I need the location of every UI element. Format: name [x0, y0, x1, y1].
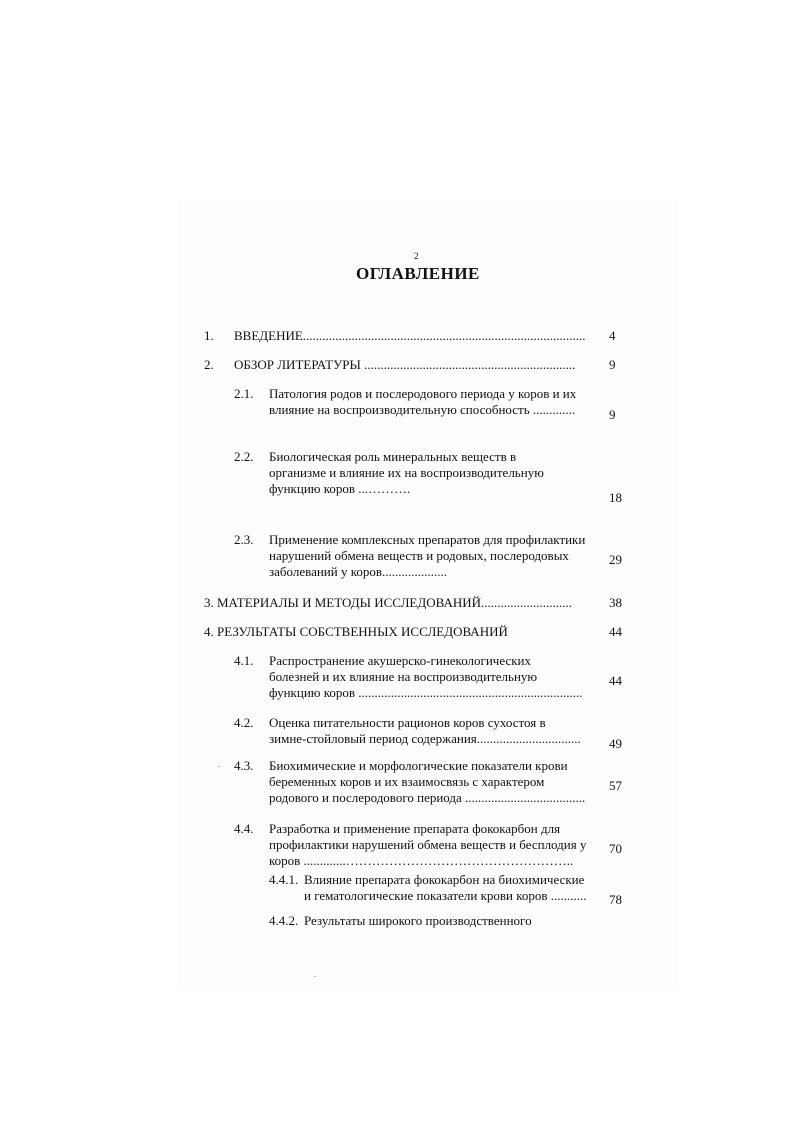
toc-entry-text: 3. МАТЕРИАЛЫ И МЕТОДЫ ИССЛЕДОВАНИЙ............................	[204, 595, 573, 610]
toc-entry-page: 4	[609, 328, 616, 343]
toc-entry-line: Результаты широкого производственного	[304, 913, 532, 928]
toc-entry-number: 2.1.	[234, 386, 254, 401]
toc-entry-line: беременных коров и их взаимосвязь с характером	[269, 774, 545, 789]
toc-entry-line: и гематологические показатели крови коров ...........	[304, 888, 587, 903]
toc-entry-line: функцию коров ...……….	[269, 481, 411, 496]
toc-entry-line: Оценка питательности рационов коров сухостоя в	[269, 715, 546, 730]
toc-entry-number: 4.4.	[234, 821, 254, 836]
toc-entry-number: 4.4.2.	[269, 913, 299, 928]
toc-entry-page: 49	[609, 736, 622, 751]
toc-entry-number: 2.	[204, 357, 214, 372]
toc-entry-line: Распространение акушерско-гинекологических	[269, 653, 531, 668]
toc-entry-number: 4.2.	[234, 715, 254, 730]
toc-entry-page: 38	[609, 595, 622, 610]
toc-entry-line: Патология родов и послеродового периода у коров и их	[269, 386, 577, 401]
toc-entry-number: 4.3.	[234, 758, 254, 773]
toc-entry-line: нарушений обмена веществ и родовых, послеродовых	[269, 548, 569, 563]
toc-entry-line: Влияние препарата фококарбон на биохимические	[304, 872, 585, 887]
toc-entry-line: зимне-стойловый период содержания................................	[269, 731, 581, 746]
toc-entry-page: 18	[609, 490, 622, 505]
toc-entry-text: ВВЕДЕНИЕ.......................................................................................	[234, 328, 586, 343]
toc-entry-line: влияние на воспроизводительную способность .............	[269, 402, 576, 417]
toc-entry-line: Биохимические и морфологические показатели крови	[269, 758, 568, 773]
toc-entry-line: функцию коров .....................................................................	[269, 685, 583, 700]
scan-speck	[218, 766, 220, 767]
toc-entry-page: 44	[609, 673, 622, 688]
page-number: 2	[414, 251, 419, 261]
toc-entry-text: 4. РЕЗУЛЬТАТЫ СОБСТВЕННЫХ ИССЛЕДОВАНИЙ	[204, 624, 508, 639]
toc-entry-page: 9	[609, 357, 616, 372]
toc-entry-number: 1.	[204, 328, 214, 343]
toc-entry-page: 29	[609, 552, 622, 567]
toc-entry-page: 57	[609, 778, 622, 793]
toc-entry-page: 70	[609, 841, 622, 856]
toc-entry-number: 2.3.	[234, 532, 254, 547]
toc-entry-line: профилактики нарушений обмена веществ и бесплодия у	[269, 837, 587, 852]
toc-entry-text: ОБЗОР ЛИТЕРАТУРЫ .................................................................	[234, 357, 576, 372]
toc-entry-number: 4.4.1.	[269, 872, 299, 887]
toc-entry-line: заболеваний у коров....................	[269, 564, 448, 579]
scan-speck	[314, 976, 316, 977]
toc-entry-line: родового и послеродового периода .....................................	[269, 790, 586, 805]
toc-entry-page: 9	[609, 407, 616, 422]
toc-entry-page: 44	[609, 624, 622, 639]
toc-entry-line: Биологическая роль минеральных веществ в	[269, 449, 517, 464]
toc-entry-line: Применение комплексных препаратов для профилактики	[269, 532, 586, 547]
toc-entry-line: коров .............……………………………………………..	[269, 853, 574, 868]
toc-entry-number: 2.2.	[234, 449, 254, 464]
toc-entry-line: организме и влияние их на воспроизводительную	[269, 465, 544, 480]
toc-entry-line: Разработка и применение препарата фококарбон для	[269, 821, 561, 836]
page-title: ОГЛАВЛЕНИЕ	[356, 264, 480, 283]
toc-entry-number: 4.1.	[234, 653, 254, 668]
toc-entry-line: болезней и их влияние на воспроизводительную	[269, 669, 538, 684]
toc-entry-page: 78	[609, 892, 622, 907]
